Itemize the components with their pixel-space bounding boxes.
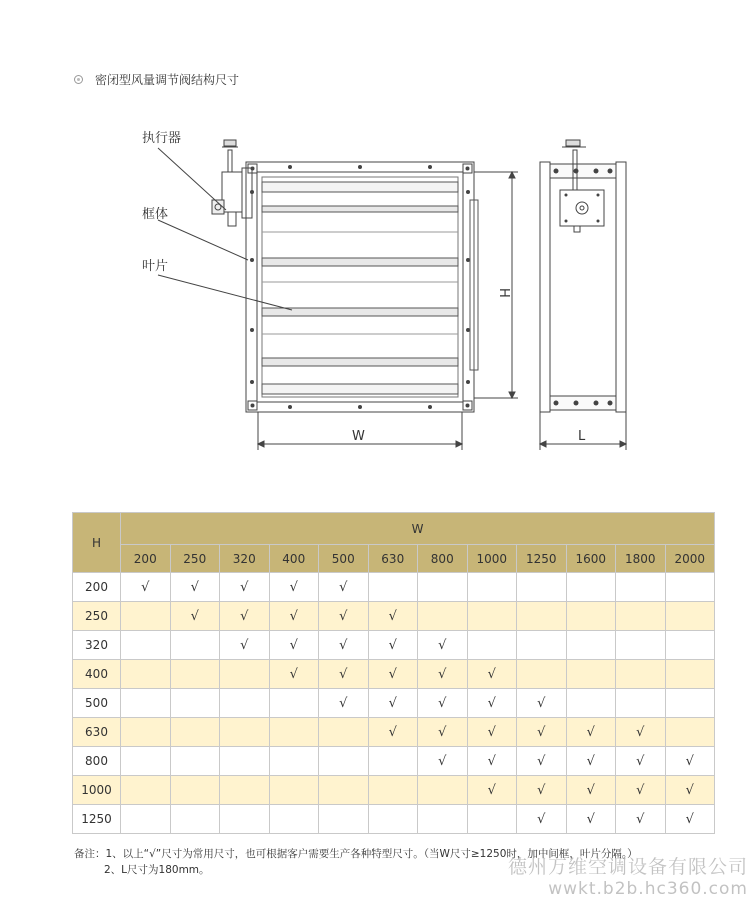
size-cell xyxy=(467,776,517,805)
size-spec-table xyxy=(72,512,715,834)
size-cell xyxy=(220,573,270,602)
size-cell xyxy=(616,747,666,776)
check-mark: √ xyxy=(636,782,645,798)
size-cell xyxy=(665,805,715,834)
size-cell xyxy=(269,747,319,776)
check-mark: √ xyxy=(190,608,199,624)
size-cell xyxy=(467,573,517,602)
size-cell xyxy=(220,631,270,660)
h-value-cell: 320 xyxy=(73,631,121,660)
size-cell xyxy=(170,689,220,718)
check-mark: √ xyxy=(438,666,447,682)
check-mark: √ xyxy=(636,753,645,769)
size-cell xyxy=(319,631,369,660)
h-value-cell: 500 xyxy=(73,689,121,718)
size-cell xyxy=(170,631,220,660)
table-row xyxy=(73,602,715,631)
size-cell xyxy=(319,718,369,747)
size-cell xyxy=(665,689,715,718)
w-value-header: 1800 xyxy=(616,545,666,573)
check-mark: √ xyxy=(289,666,298,682)
size-cell xyxy=(220,689,270,718)
table-row xyxy=(73,718,715,747)
size-cell xyxy=(418,747,468,776)
label-w: W xyxy=(352,429,365,444)
size-cell xyxy=(170,602,220,631)
check-mark: √ xyxy=(487,782,496,798)
size-cell xyxy=(665,631,715,660)
size-cell xyxy=(170,660,220,689)
size-cell xyxy=(616,718,666,747)
check-mark: √ xyxy=(537,724,546,740)
size-cell xyxy=(121,573,171,602)
size-cell xyxy=(269,631,319,660)
size-cell xyxy=(220,747,270,776)
size-cell xyxy=(368,689,418,718)
size-cell xyxy=(616,776,666,805)
size-cell xyxy=(368,602,418,631)
size-cell xyxy=(418,573,468,602)
w-value-header: 1000 xyxy=(467,545,517,573)
size-cell xyxy=(665,602,715,631)
check-mark: √ xyxy=(586,811,595,827)
check-mark: √ xyxy=(240,608,249,624)
check-mark: √ xyxy=(487,695,496,711)
size-cell xyxy=(616,660,666,689)
watermark-url: wwkt.b2b.hc360.com xyxy=(548,879,748,899)
w-value-header: 1600 xyxy=(566,545,616,573)
size-cell xyxy=(665,660,715,689)
size-cell xyxy=(566,660,616,689)
check-mark: √ xyxy=(240,579,249,595)
size-cell xyxy=(220,660,270,689)
size-cell xyxy=(467,631,517,660)
size-cell xyxy=(616,602,666,631)
check-mark: √ xyxy=(388,608,397,624)
label-h: H xyxy=(496,288,511,298)
check-mark: √ xyxy=(636,811,645,827)
size-cell xyxy=(319,776,369,805)
size-cell xyxy=(566,631,616,660)
size-cell xyxy=(319,573,369,602)
size-cell xyxy=(170,776,220,805)
size-cell xyxy=(319,805,369,834)
size-cell xyxy=(616,631,666,660)
size-cell xyxy=(368,718,418,747)
h-value-cell: 630 xyxy=(73,718,121,747)
w-value-header: 250 xyxy=(170,545,220,573)
note-line-2: 2、L尺寸为180mm。 xyxy=(104,864,210,876)
w-column-header: W xyxy=(121,513,715,545)
size-cell xyxy=(517,689,567,718)
check-mark: √ xyxy=(190,579,199,595)
size-cell xyxy=(517,747,567,776)
check-mark: √ xyxy=(685,753,694,769)
h-value-cell: 250 xyxy=(73,602,121,631)
size-cell xyxy=(566,573,616,602)
size-cell xyxy=(517,776,567,805)
size-cell xyxy=(566,805,616,834)
check-mark: √ xyxy=(586,724,595,740)
check-mark: √ xyxy=(339,695,348,711)
front-outer-frame xyxy=(246,162,474,412)
size-cell xyxy=(368,747,418,776)
size-cell xyxy=(170,573,220,602)
size-cell xyxy=(517,718,567,747)
w-value-header: 630 xyxy=(368,545,418,573)
size-cell xyxy=(665,573,715,602)
size-cell xyxy=(121,747,171,776)
w-value-header: 800 xyxy=(418,545,468,573)
size-cell xyxy=(665,747,715,776)
check-mark: √ xyxy=(487,666,496,682)
table-row xyxy=(73,573,715,602)
check-mark: √ xyxy=(487,753,496,769)
size-cell xyxy=(269,573,319,602)
check-mark: √ xyxy=(339,637,348,653)
size-cell xyxy=(467,718,517,747)
w-value-header: 320 xyxy=(220,545,270,573)
size-cell xyxy=(566,747,616,776)
w-value-header: 400 xyxy=(269,545,319,573)
size-cell xyxy=(319,660,369,689)
size-cell xyxy=(467,747,517,776)
size-cell xyxy=(665,718,715,747)
w-value-header: 2000 xyxy=(665,545,715,573)
check-mark: √ xyxy=(388,695,397,711)
check-mark: √ xyxy=(586,753,595,769)
size-cell xyxy=(121,718,171,747)
size-cell xyxy=(170,718,220,747)
size-cell xyxy=(616,689,666,718)
check-mark: √ xyxy=(438,695,447,711)
label-frame: 框体 xyxy=(142,207,169,222)
side-view xyxy=(540,140,626,412)
check-mark: √ xyxy=(537,753,546,769)
check-mark: √ xyxy=(388,637,397,653)
check-mark: √ xyxy=(537,695,546,711)
check-mark: √ xyxy=(586,782,595,798)
size-cell xyxy=(121,805,171,834)
size-cell xyxy=(467,689,517,718)
h-value-cell: 800 xyxy=(73,747,121,776)
check-mark: √ xyxy=(636,724,645,740)
size-cell xyxy=(467,602,517,631)
size-cell xyxy=(517,805,567,834)
section-title: 密闭型风量调节阀结构尺寸 xyxy=(95,73,240,87)
h-value-cell: 200 xyxy=(73,573,121,602)
label-blade: 叶片 xyxy=(142,259,169,274)
size-cell xyxy=(566,718,616,747)
check-mark: √ xyxy=(438,724,447,740)
size-cell xyxy=(467,805,517,834)
size-cell xyxy=(368,805,418,834)
size-cell xyxy=(368,631,418,660)
check-mark: √ xyxy=(240,637,249,653)
check-mark: √ xyxy=(388,724,397,740)
size-cell xyxy=(665,776,715,805)
check-mark: √ xyxy=(339,579,348,595)
size-cell xyxy=(121,602,171,631)
w-values-row xyxy=(73,545,715,573)
size-cell xyxy=(418,602,468,631)
size-cell xyxy=(269,718,319,747)
check-mark: √ xyxy=(388,666,397,682)
size-cell xyxy=(418,689,468,718)
size-cell xyxy=(566,776,616,805)
size-cell xyxy=(616,805,666,834)
w-value-header: 500 xyxy=(319,545,369,573)
size-cell xyxy=(121,689,171,718)
size-cell xyxy=(269,776,319,805)
h-value-cell: 1000 xyxy=(73,776,121,805)
check-mark: √ xyxy=(289,637,298,653)
h-dimension xyxy=(474,172,518,398)
h-column-header: H xyxy=(73,513,121,573)
size-cell xyxy=(566,689,616,718)
size-cell xyxy=(220,602,270,631)
size-cell xyxy=(170,747,220,776)
table-row xyxy=(73,660,715,689)
front-bolt-holes xyxy=(250,165,470,409)
damper-drawing xyxy=(0,120,756,460)
front-linkage xyxy=(470,200,478,370)
size-cell xyxy=(121,660,171,689)
size-cell xyxy=(418,776,468,805)
size-cell xyxy=(121,631,171,660)
notes xyxy=(74,846,638,878)
table-row xyxy=(73,631,715,660)
size-cell xyxy=(368,660,418,689)
check-mark: √ xyxy=(537,782,546,798)
note-line-1: 备注：1、以上“√”尺寸为常用尺寸，也可根据客户需要生产各种特型尺寸。（当W尺寸≥1250时，加中间框，叶片分隔。） xyxy=(74,848,638,860)
check-mark: √ xyxy=(537,811,546,827)
size-cell xyxy=(319,602,369,631)
size-cell xyxy=(170,805,220,834)
size-cell xyxy=(467,660,517,689)
watermark-company: 德州万维空调设备有限公司 xyxy=(507,856,748,878)
check-mark: √ xyxy=(685,811,694,827)
size-cell xyxy=(418,718,468,747)
size-cell xyxy=(319,689,369,718)
size-cell xyxy=(566,602,616,631)
size-cell xyxy=(269,660,319,689)
size-cell xyxy=(269,602,319,631)
size-cell xyxy=(269,689,319,718)
w-value-header: 200 xyxy=(121,545,171,573)
size-cell xyxy=(121,776,171,805)
check-mark: √ xyxy=(339,666,348,682)
check-mark: √ xyxy=(339,608,348,624)
size-cell xyxy=(418,805,468,834)
table-row xyxy=(73,776,715,805)
spec-table-body xyxy=(73,573,715,834)
check-mark: √ xyxy=(438,753,447,769)
check-mark: √ xyxy=(289,608,298,624)
w-value-header: 1250 xyxy=(517,545,567,573)
size-cell xyxy=(319,747,369,776)
check-mark: √ xyxy=(487,724,496,740)
table-row xyxy=(73,689,715,718)
size-cell xyxy=(517,660,567,689)
front-corner-bolts xyxy=(248,164,472,410)
size-cell xyxy=(418,660,468,689)
size-cell xyxy=(220,718,270,747)
check-mark: √ xyxy=(685,782,694,798)
check-mark: √ xyxy=(438,637,447,653)
h-value-cell: 400 xyxy=(73,660,121,689)
table-row xyxy=(73,747,715,776)
size-cell xyxy=(418,631,468,660)
size-cell xyxy=(616,573,666,602)
bullet-icon xyxy=(74,75,83,84)
size-cell xyxy=(220,776,270,805)
size-cell xyxy=(269,805,319,834)
front-blades xyxy=(262,182,458,394)
size-cell xyxy=(517,573,567,602)
section-heading xyxy=(74,71,239,88)
size-cell xyxy=(368,776,418,805)
label-actuator: 执行器 xyxy=(142,131,182,146)
size-cell xyxy=(517,602,567,631)
size-cell xyxy=(517,631,567,660)
size-cell xyxy=(368,573,418,602)
size-cell xyxy=(220,805,270,834)
table-row xyxy=(73,805,715,834)
h-value-cell: 1250 xyxy=(73,805,121,834)
label-l: L xyxy=(578,429,586,444)
check-mark: √ xyxy=(141,579,150,595)
check-mark: √ xyxy=(289,579,298,595)
